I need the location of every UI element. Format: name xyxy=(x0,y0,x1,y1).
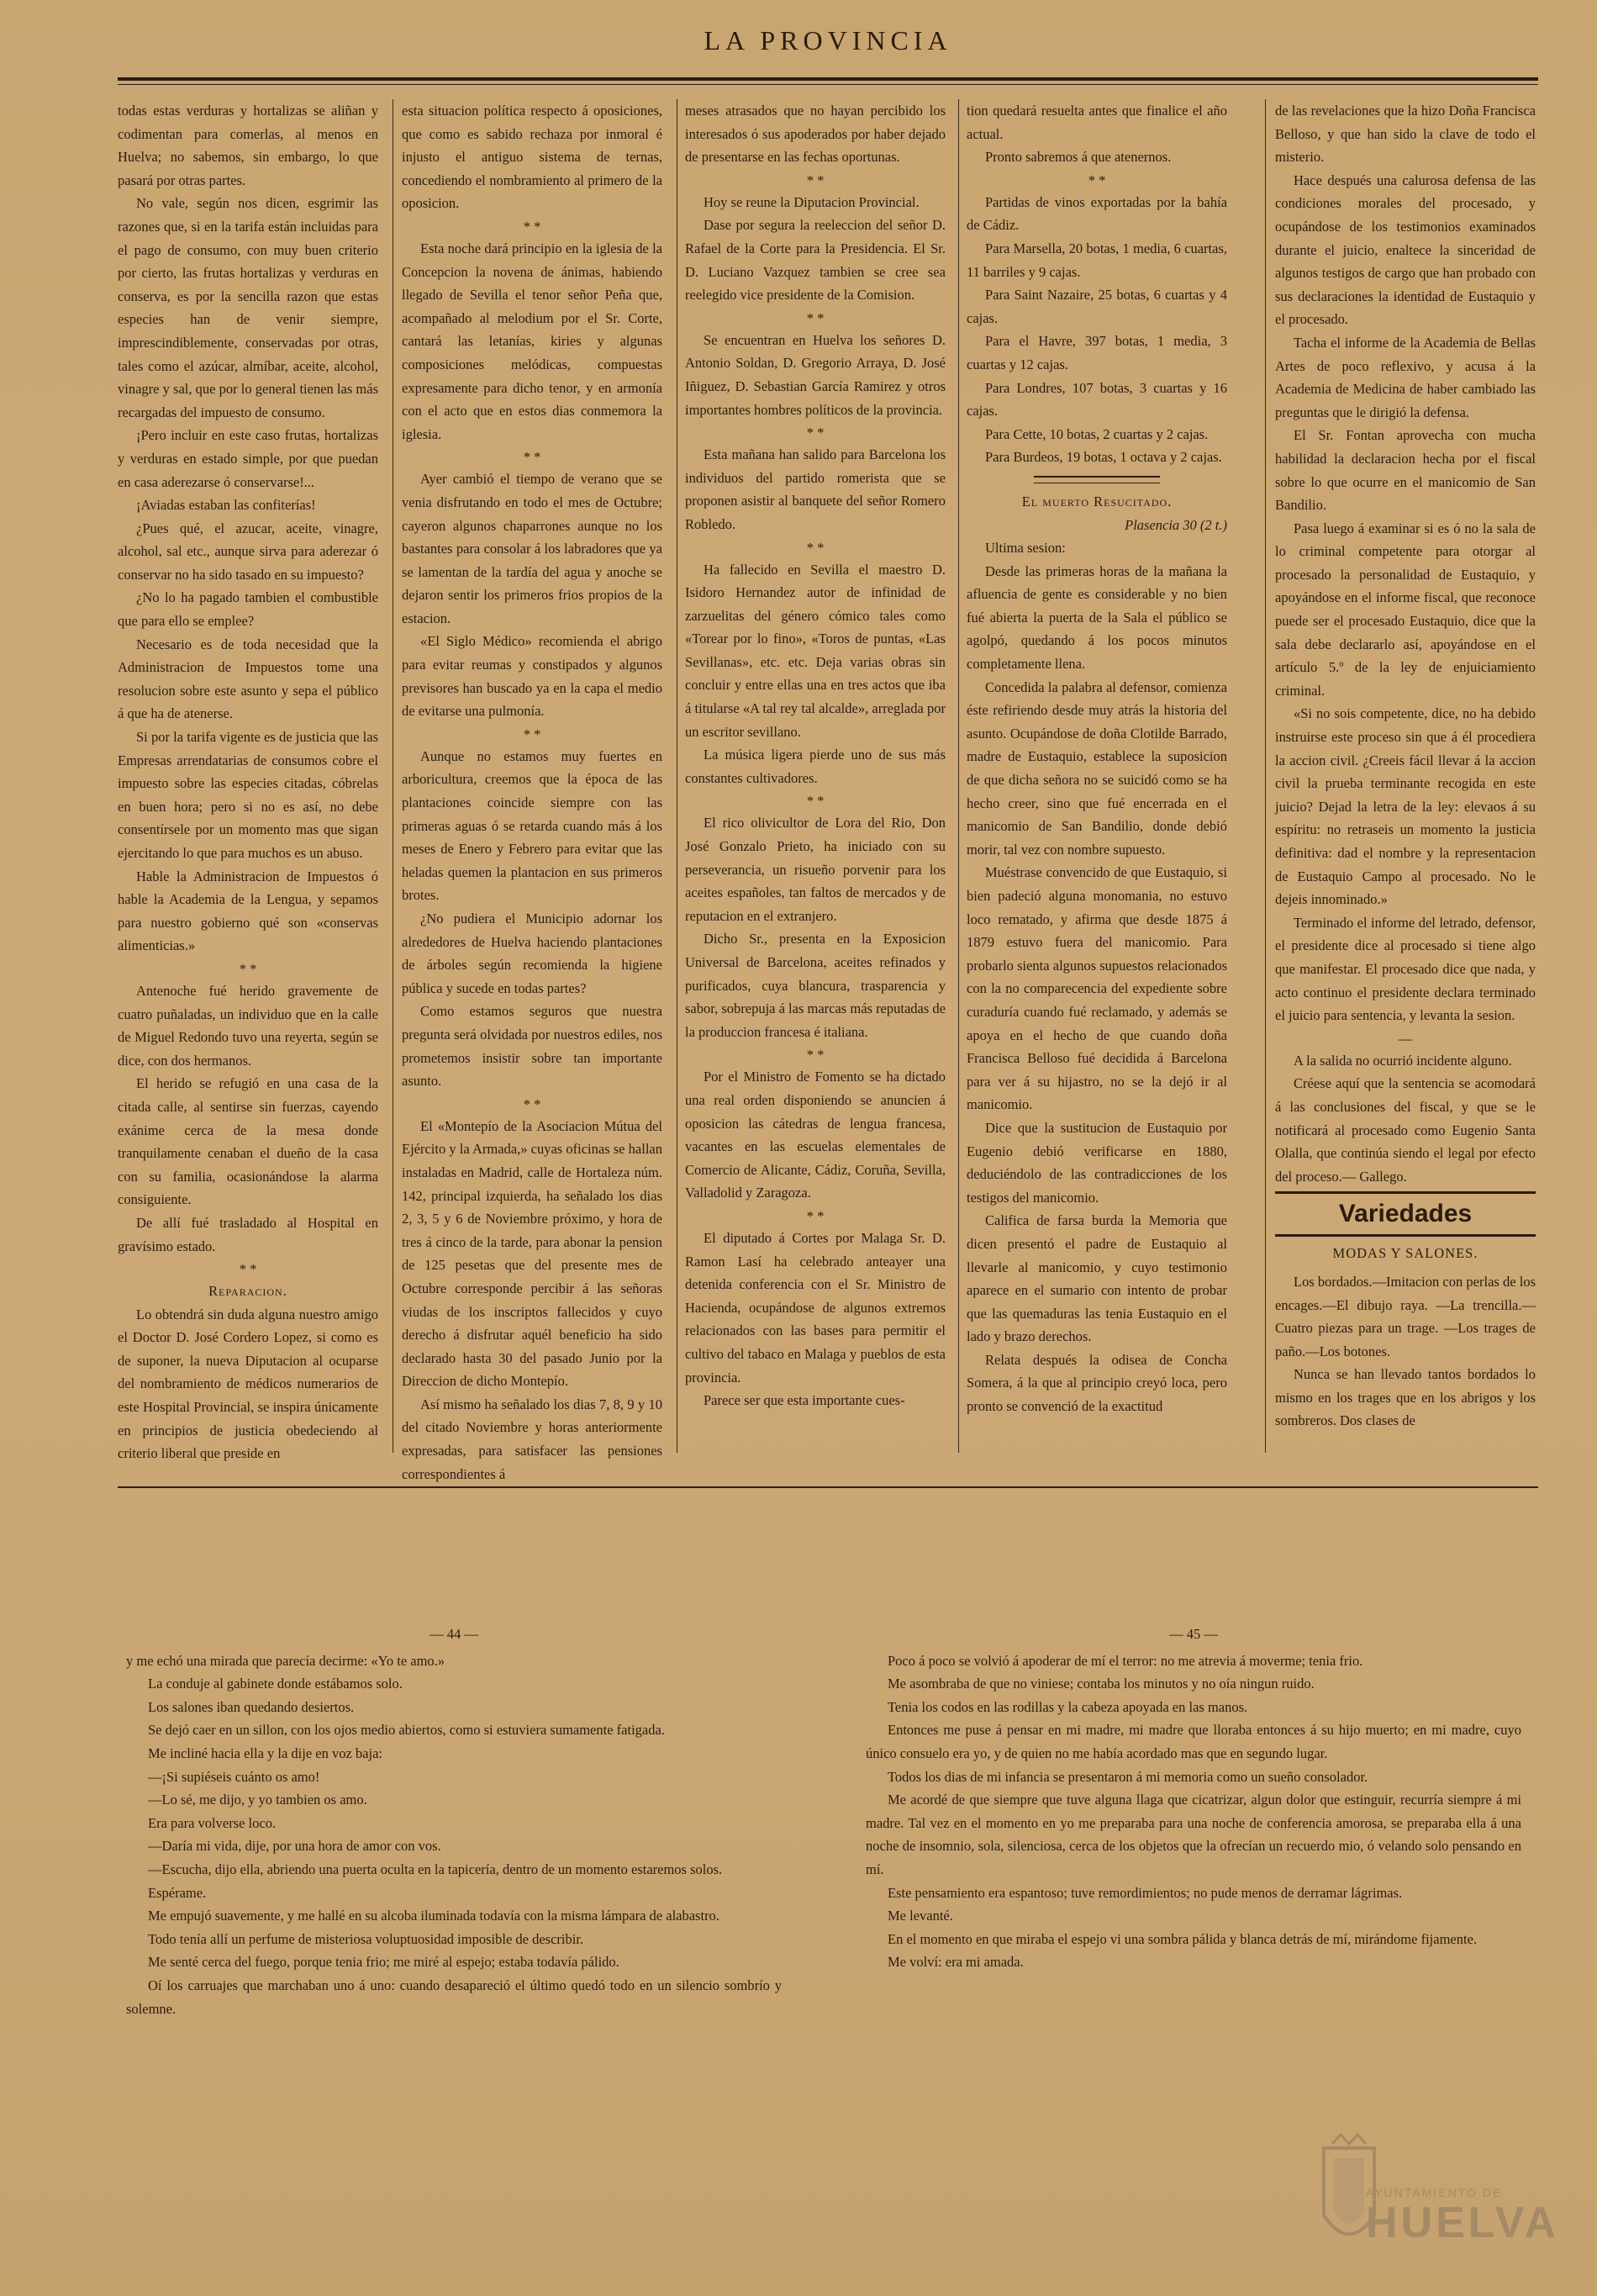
paragraph: Hable la Administracion de Impuestos ó hable la Academia de la Lengua, y sepamos para nuestro gobierno qué son «conservas alimenticias.» xyxy=(118,868,378,954)
paragraph: Ultima sesion: xyxy=(985,540,1066,557)
paragraph: Me asombraba de que no viniese; contaba los minutos y no oía ningun ruido. xyxy=(888,1676,1315,1692)
paragraph: Partidas de vinos exportadas por la bahía de Cádiz. xyxy=(967,193,1227,234)
dateline: Plasencia 30 (2 t.) xyxy=(1125,516,1227,533)
watermark-small: AYUNTAMIENTO DE xyxy=(1366,2186,1503,2199)
paragraph: Era para volverse loco. xyxy=(148,1814,277,1831)
paragraph: Nunca se han llevado tantos bordados lo mismo en los trages que en los abrigos y los sombreros. Dos clases de xyxy=(1275,1366,1536,1429)
paragraph: Si por la tarifa vigente es de justicia que las Empresas arrendatarias de consumos cobre el impuesto sobre las especies citadas, cóbrelas en buen hora; pero si no es así, no debe consentírsele por un momento mas que sigan ejercitando lo que para muchos es un abuso. xyxy=(118,729,378,861)
paragraph: Como estamos seguros que nuestra pregunta será olvidada por nuestros ediles, nos prometemos insistir sobre tan importante asunto. xyxy=(402,1003,662,1090)
asterism-separator: * * xyxy=(806,539,825,556)
paragraph: Ha fallecido en Sevilla el maestro D. Isidoro Hernandez autor de infinidad de zarzuelitas del género cómico tales como «Torear por lo fino», «Toros de puntas, «Las Sevillanas», etc. etc. Deja varias obras sin concluir y entre ellas una en tres actos que iba á titularse «A tal rey tal alcalde», arreglada por un escritor sevillano. xyxy=(685,561,946,740)
paragraph: Pronto sabremos á que atenernos. xyxy=(985,149,1172,166)
paragraph: Tacha el informe de la Academia de Bellas Artes de poco reflexivo, y acusa á la Academia de Medicina de haber cambiado las preguntas que le dirigió la defensa. xyxy=(1275,334,1536,420)
paragraph: Pasa luego á examinar si es ó no la sala de lo criminal competente para otorgar al procesado la personalidad de Eustaquio, y apoyándose en el informe fiscal, que reconoce puede ser el procesado Eustaquio, dice que la sala debe declararlo así, apoyándose en el artículo 5.º de la ley de enjuiciamiento criminal. xyxy=(1275,520,1536,699)
paragraph: y me echó una mirada que parecía decirme: «Yo te amo.» xyxy=(126,1652,445,1669)
column-4 xyxy=(967,99,1227,1461)
lower-page-44 xyxy=(126,1623,782,2270)
paragraph: Créese aquí que la sentencia se acomodará á las conclusiones del fiscal, y que se le notificará al procesado como Eugenio Santa Olalla, que continúa siendo el legal por efecto del proceso.— Gallego. xyxy=(1275,1075,1536,1185)
paragraph: meses atrasados que no hayan percibido los interesados ó sus apoderados por haber dejado de presentarse en las fechas oportunas. xyxy=(685,103,946,166)
masthead-rule-thick xyxy=(118,77,1538,81)
paragraph: Me acordé de que siempre que tuve alguna llaga que cicatrizar, algun dolor que estinguir, recurría siempre á mi madre. Tal vez en el momento en yo me preparaba para una noche de conferencia amorosa, se preparaba ella á una noche de insomnio, sola, silenciosa, cerca de los objetos que la ofrecían un recuerdo mio, ó velando solo pensando en mí. xyxy=(866,1792,1521,1877)
column-5 xyxy=(1275,99,1536,1461)
paragraph: ¡Pero incluir en este caso frutas, hortalizas y verduras en estado simple, por que puedan en casa aderezarse ó conservarse!... xyxy=(118,427,378,490)
paragraph: El Sr. Fontan aprovecha con mucha habilidad la declaracion hecha por el fiscal sobre lo que ocurre en el manicomio de San Bandilio. xyxy=(1275,427,1536,514)
asterism-separator: * * xyxy=(523,726,541,742)
paragraph: Para Saint Nazaire, 25 botas, 6 cuartas y 4 cajas. xyxy=(967,287,1227,326)
paragraph: Ayer cambió el tiempo de verano que se venia disfrutando en todo el mes de Octubre; cayeron algunos chaparrones aunque no los bastantes para consolar á los labradores que ya se lamentan de la tardía del agua y anoche se dejaron sentir los primeros frios propios de la estacion. xyxy=(402,471,662,626)
paragraph: Concedida la palabra al defensor, comienza éste refiriendo desde muy atrás la historia del asunto. Ocupándose de doña Clotilde Barrado, madre de Eustaquio, establece la suposicion de que dicha señora no se suicidó como se ha hecho creer, sino que fué encerrada en el manicomio de San Bandilio, donde debió morir, tal vez con nombre supuesto. xyxy=(967,678,1227,858)
paragraph: tion quedará resuelta antes que finalice el año actual. xyxy=(967,103,1227,142)
column-divider xyxy=(958,99,959,1453)
paragraph: Necesario es de toda necesidad que la Administracion de Impuestos tome una resolucion sobre este asunto y sepa el público á que ha de atenerse. xyxy=(118,636,378,722)
column-2 xyxy=(402,99,662,1482)
paragraph: Entonces me puse á pensar en mi madre, mi madre que lloraba entonces á su hijo muerto; en mi madre, cuyo único consuelo era yo, y de quien no me había acordado mas que en segundo lugar. xyxy=(866,1722,1521,1761)
paragraph: Dice que la sustitucion de Eustaquio por Eugenio debió verificarse en 1880, deduciéndolo de las contradicciones de los testigos del manicomio. xyxy=(967,1119,1227,1206)
paragraph: —Daría mi vida, dije, por una hora de amor con vos. xyxy=(148,1838,441,1855)
paragraph: Este pensamiento era espantoso; tuve remordimientos; no pude menos de derramar lágrimas. xyxy=(888,1884,1403,1901)
paragraph: En el momento en que miraba el espejo vi una sombra pálida y blanca detrás de mí, mirándome fijamente. xyxy=(888,1930,1478,1947)
paragraph: Me levanté. xyxy=(888,1908,953,1924)
paragraph: Por el Ministro de Fomento se ha dictado una real orden disponiendo se anuncien á oposicion las cátedras de lengua francesa, vacantes en las escuelas elementales de Comercio de Alicante, Cádiz, Coruña, Sevilla, Valladolid y Zaragoza. xyxy=(685,1069,946,1201)
paragraph: Aunque no estamos muy fuertes en arboricultura, creemos que la época de las plantaciones coincide siempre con las primeras aguas ó se retarda cuando más á los meses de Enero y Febrero para evitar que las heladas quemen la plantacion en sus primeros brotes. xyxy=(402,747,662,904)
asterism-separator: * * xyxy=(239,960,257,977)
paragraph: de las revelaciones que la hizo Doña Francisca Belloso, y que han sido la clave de todo el misterio. xyxy=(1275,103,1536,166)
paragraph: Me volví: era mi amada. xyxy=(888,1954,1024,1971)
column-divider xyxy=(1265,99,1266,1453)
section-subheading: MODAS Y SALONES. xyxy=(1332,1245,1478,1262)
asterism-separator: — xyxy=(1398,1030,1413,1047)
paragraph: La conduje al gabinete donde estábamos solo. xyxy=(148,1676,403,1692)
paragraph: Antenoche fué herido gravemente de cuatro puñaladas, un individuo que en la calle de Miguel Redondo tuvo una reyerta, según se dice, con dos hermanos. xyxy=(118,982,378,1069)
paragraph: esta situacion política respecto á oposiciones, que como es sabido rechaza por inmoral é injusto el antiguo sistema de ternas, concediendo el nombramiento al primero de la oposicion. xyxy=(402,103,662,212)
paragraph: Relata después la odisea de Concha Somera, á la que al principio creyó loca, pero pronto se convenció de la exactitud xyxy=(967,1351,1227,1415)
paragraph: —¡Si supiéseis cuánto os amo! xyxy=(148,1768,320,1785)
asterism-separator: * * xyxy=(806,1207,825,1224)
paragraph: —Escucha, dijo ella, abriendo una puerta oculta en la tapicería, dentro de un momento estaremos solos. xyxy=(148,1861,723,1877)
paragraph: Esta mañana han salido para Barcelona los individuos del partido romerista que se proponen asistir al banquete del señor Romero Robledo. xyxy=(685,446,946,532)
column-1 xyxy=(118,99,378,1461)
paragraph: ¿Pues qué, el azucar, aceite, vinagre, alcohol, sal etc., aunque sirva para aderezar ó conservar no ha sido tasado en su impuesto? xyxy=(118,520,378,583)
paragraph: Así mismo ha señalado los dias 7, 8, 9 y 10 del citado Noviembre y horas anteriormente expresadas, para satisfacer las pensiones correspondientes á xyxy=(402,1396,662,1482)
paragraph: Espérame. xyxy=(148,1884,207,1901)
paragraph: todas estas verduras y hortalizas se aliñan y codimentan para comerlas, al menos en Huelva; no sabemos, sin embargo, lo que pasará por otras partes. xyxy=(118,103,378,188)
paragraph: Lo obtendrá sin duda alguna nuestro amigo el Doctor D. José Cordero Lopez, si como es de suponer, la nueva Diputacion al ocuparse del nombramiento de médicos numerarios de este Hospital Provincial, se inspira únicamente en principios de justicia obedeciendo al criterio liberal que preside en xyxy=(118,1306,378,1462)
asterism-separator: * * xyxy=(1088,172,1106,188)
paragraph: Para Londres, 107 botas, 3 cuartas y 16 cajas. xyxy=(967,379,1227,420)
paragraph: No vale, según nos dicen, esgrimir las razones que, si en la tarifa están incluidas para el pago de consumo, con muy buen criterio por cierto, las frutas hortalizas y verduras en conserva, es por la sencilla razon que estas especies han de venir siempre, imprescindiblemente, conservadas por otras, tales como el azúcar, almíbar, aceite, alcohol, vinagre y sal, que por lo general tienen las más recargadas del impuesto de consumo. xyxy=(118,195,378,420)
section-separator xyxy=(1034,476,1160,483)
paragraph: Los salones iban quedando desiertos. xyxy=(148,1698,355,1715)
paragraph: El rico olivicultor de Lora del Rio, Don José Gonzalo Prieto, ha iniciado con su perseverancia, un risueño porvenir para los aceites españoles, tan faltos de mercados y de reputacion en el extranjero. xyxy=(685,815,946,924)
paragraph: Se dejó caer en un sillon, con los ojos medio abiertos, como si estuviera sumamente fatigada. xyxy=(148,1722,665,1739)
paragraph: Poco á poco se volvió á apoderar de mí el terror: no me atrevia á moverme; tenia frio. xyxy=(888,1652,1363,1669)
asterism-separator: * * xyxy=(806,793,825,810)
paragraph: Me senté cerca del fuego, porque tenia frio; me miré al espejo; estaba todavía pálido. xyxy=(148,1954,619,1971)
paragraph: El herido se refugió en una casa de la citada calle, al sentirse sin fuerzas, cayendo exánime cerca de la mesa donde tranquilamente cenaban el dueño de la casa con su familia, ocasionándose la alarma consiguiente. xyxy=(118,1075,378,1208)
paragraph: Me empujó suavemente, y me hallé en su alcoba iluminada todavía con la misma lámpara de alabastro. xyxy=(148,1908,719,1924)
paragraph: Todo tenía allí un perfume de misteriosa voluptuosidad imposible de describir. xyxy=(148,1930,584,1947)
paragraph: Para Marsella, 20 botas, 1 media, 6 cuartas, 11 barriles y 9 cajas. xyxy=(967,240,1227,280)
asterism-separator: * * xyxy=(523,1095,541,1112)
watermark-big: HUELVA xyxy=(1366,2198,1560,2247)
masthead-rule-thin xyxy=(118,84,1538,85)
column-3 xyxy=(685,99,946,1461)
paragraph: Desde las primeras horas de la mañana la afluencia de gente es considerable y no bien fué abierta la puerta de la Sala el público se agolpó, quedando á los pocos minutos completamente llena. xyxy=(967,562,1227,673)
asterism-separator: * * xyxy=(806,425,825,441)
asterism-separator: * * xyxy=(523,449,541,466)
paragraph: —Lo sé, me dijo, y yo tambien os amo. xyxy=(148,1792,367,1808)
bottom-rule xyxy=(118,1486,1538,1488)
asterism-separator: * * xyxy=(523,218,541,235)
paragraph: Esta noche dará principio en la iglesia de la Concepcion la novena de ánimas, habiendo llegado de Sevilla el tenor señor Peña que, acompañado al melodium por el Sr. Corte, cantará las letanías, kiries y algunas composiciones melódicas, compuestas expresamente para dicho tenor, y en armonía con el acto que en estos dias conmemora la iglesia. xyxy=(402,240,662,442)
asterism-separator: * * xyxy=(806,309,825,326)
paragraph: Me incliné hacia ella y la dije en voz baja: xyxy=(148,1744,383,1761)
paragraph: Dase por segura la reeleccion del señor D. Rafael de la Corte para la Presidencia. El Sr. D. Luciano Vazquez tambien se cree sea reelegido vice presidente de la Comision. xyxy=(685,217,946,303)
paragraph: Para el Havre, 397 botas, 1 media, 3 cuartas y 12 cajas. xyxy=(967,333,1227,372)
paragraph: Califica de farsa burda la Memoria que dicen presentó el padre de Eustaquio al llevarle al manicomio, y cuyo testimonio aparece en el sumario con intento de probar que las quemaduras las tenia Eustaquio en el lado y brazo derechos. xyxy=(967,1212,1227,1345)
paragraph: Parece ser que esta importante cues- xyxy=(704,1392,905,1409)
paragraph: Hoy se reune la Diputacion Provincial. xyxy=(704,193,920,210)
asterism-separator: * * xyxy=(806,1047,825,1064)
paragraph: Tenia los codos en las rodillas y la cabeza apoyada en las manos. xyxy=(888,1698,1248,1715)
paragraph: Para Cette, 10 botas, 2 cuartas y 2 cajas. xyxy=(985,425,1209,442)
paragraph: Oí los carruajes que marchaban uno á uno: cuando desapareció el último quedó todo en un silencio sombrío y solemne. xyxy=(126,1977,782,2017)
paragraph: Los bordados.—Imitacion con perlas de los encages.—El dibujo raya. —La trencilla.—Cuatro piezas para un trage. —Los trages de paño.—Los botones. xyxy=(1275,1273,1536,1359)
paragraph: Para Burdeos, 19 botas, 1 octava y 2 cajas. xyxy=(985,449,1222,466)
article-heading: El muerto Resucitado. xyxy=(1021,493,1173,509)
paragraph: Terminado el informe del letrado, defensor, el presidente dice al procesado si tiene algo que manifestar. El procesado dice que nada, y acto continuo el presidente declara terminado el juicio para sentencia, y levanta la sesion. xyxy=(1275,914,1536,1024)
paragraph: «El Siglo Médico» recomienda el abrigo para evitar reumas y constipados y algunos previsores han buscado ya en la capa el medio de evitarse una pulmonía. xyxy=(402,633,662,720)
asterism-separator: * * xyxy=(239,1261,257,1278)
paragraph: Dicho Sr., presenta en la Exposicion Universal de Barcelona, aceites refinados y purificados, cuya blancura, trasparencia y sabor, sobrepuja á las marcas más reputadas de la produccion francesa é italiana. xyxy=(685,931,946,1040)
article-heading: Reparacion. xyxy=(208,1283,287,1300)
paragraph: El diputado á Cortes por Malaga Sr. D. Ramon Lasí ha celebrado anteayer una detenida conferencia con el Sr. Ministro de Hacienda, ocupándose de algunos extremos relacionados con las bases para permitir el cultivo del tabaco en Malaga y pueblos de esta provincia. xyxy=(685,1229,946,1386)
paragraph: De allí fué trasladado al Hospital en gravísimo estado. xyxy=(118,1214,378,1254)
paragraph: El «Montepío de la Asociacion Mútua del Ejército y la Armada,» cuyas oficinas se hallan instaladas en Madrid, calle de Hortaleza núm. 142, principal izquierda, ha señalado los dias 2, 3, 5 y 6 de Noviembre próximo, y hora de tres á cinco de la tarde, para abonar la pension de 125 pesetas que del presente mes de Octubre corresponde percibir á las señoras viudas de los inscriptos fallecidos y cuyo derecho á disfrutar aquél beneficio ha sido declarado hasta 30 del pasado Junio por la Direccion de dicho Montepío. xyxy=(402,1117,662,1390)
paragraph: «Si no sois competente, dice, no ha debido instruirse este proceso sin que á él procediera la accion civil. ¿Creeis fácil llevar á la accion civil la prueba terminante recogida en este juicio? Dejad la letra de la ley: elevaos á su espíritu: no retraseis un momento la justicia definitiva: dad el nombre y la representacion de Eustaquio Campo al procesado. No le dejeis innominado.» xyxy=(1275,705,1536,908)
paragraph: Muéstrase convencido de que Eustaquio, si bien padeció alguna monomania, no estuvo loco rematado, y afirma que desde 1875 á 1879 estuvo fuera del manicomio. Para probarlo sienta algunos supuestos relacionados con la no comparecencia del expediente sobre curaduría cuando fué reclamado, y además se apoya en el hecho de que cuando doña Francisca Belloso fué decidida á Barcelona para ver á su hijastro, no se la dejó ir al manicomio. xyxy=(967,864,1227,1113)
paragraph: Se encuentran en Huelva los señores D. Antonio Soldan, D. Gregorio Arraya, D. José Iñiguez, D. Sebastian García Ramirez y otros importantes hombres políticos de la provincia. xyxy=(685,331,946,418)
paragraph: Todos los dias de mi infancia se presentaron á mi memoria como un sueño consolador. xyxy=(888,1768,1368,1785)
paragraph: La música ligera pierde uno de sus más constantes cultivadores. xyxy=(685,747,946,786)
section-heading-box: Variedades xyxy=(1275,1191,1536,1237)
asterism-separator: * * xyxy=(806,172,825,188)
masthead: LA PROVINCIA xyxy=(704,25,952,55)
page-number-44: — 44 — xyxy=(430,1626,478,1642)
watermark-text xyxy=(1366,2186,1559,2246)
paragraph: ¡Aviadas estaban las confiterías! xyxy=(136,497,316,514)
paragraph: Hace después una calurosa defensa de las condiciones morales del procesado, y ocupándose de los testimonios examinados durante el juicio, enaltece la sinceridad de algunos testigos de cargo que han probado con sus declaraciones la identidad de Eustaquio y el procesado. xyxy=(1275,172,1536,328)
page-number-45: — 45 — xyxy=(1169,1626,1218,1642)
paragraph: ¿No lo ha pagado tambien el combustible que para ello se emplee? xyxy=(118,589,378,630)
paragraph: A la salida no ocurrió incidente alguno. xyxy=(1294,1052,1512,1069)
paragraph: ¿No pudiera el Municipio adornar los alrededores de Huelva haciendo plantaciones de árboles según recomienda la higiene pública y sucede en todas partes? xyxy=(402,910,662,996)
